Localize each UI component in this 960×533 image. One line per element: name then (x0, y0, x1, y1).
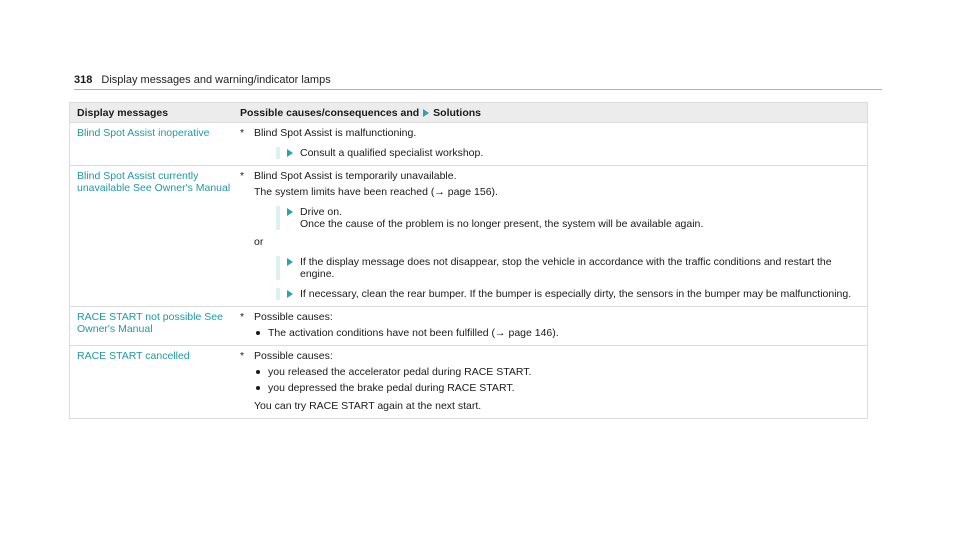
message-name: Blind Spot Assist inoperative (77, 127, 210, 139)
solution-step: Drive on. Once the cause of the problem is no longer present, the system will be available again. (276, 206, 859, 230)
message-name: RACE START not possible See Owner's Manual (77, 311, 223, 335)
list-item: The activation conditions have not been fulfilled (→ page 146). (256, 327, 859, 339)
list-item: you released the accelerator pedal during RACE START. (256, 366, 859, 378)
arrow-right-icon (287, 149, 293, 157)
page-title: Display messages and warning/indicator lamps (101, 74, 331, 86)
asterisk-icon: * (240, 170, 245, 182)
solution-step: Consult a qualified specialist workshop. (276, 147, 859, 159)
message-name: Blind Spot Assist currently unavailable See Owner's Manual (77, 170, 231, 194)
asterisk-icon: * (240, 350, 245, 362)
cause-text: Possible causes: (254, 350, 333, 362)
solution-step: If the display message does not disappear, stop the vehicle in accordance with the traffic conditions and restart the engine. (276, 256, 859, 280)
arrow-right-icon (287, 290, 293, 298)
col-header-causes: Possible causes/consequences and Solutions (240, 106, 482, 119)
arrow-right-icon (287, 258, 293, 266)
table-row (70, 345, 867, 418)
page-number: 318 (74, 74, 93, 86)
cause-text: Possible causes: (254, 311, 333, 323)
or-text: or (254, 236, 264, 248)
page-header (74, 73, 882, 90)
asterisk-icon: * (240, 311, 245, 323)
list-item: you depressed the brake pedal during RACE START. (256, 382, 859, 394)
arrow-right-icon (287, 208, 293, 216)
note-text: You can try RACE START again at the next start. (254, 400, 482, 412)
cause-detail: The system limits have been reached (→ page 156). (254, 186, 498, 198)
arrow-right-icon (423, 109, 429, 117)
bullet-icon (256, 386, 260, 390)
bullet-icon (256, 370, 260, 374)
table-header (70, 103, 867, 122)
asterisk-icon: * (240, 127, 245, 139)
cause-text: Blind Spot Assist is malfunctioning. (254, 127, 417, 139)
solution-step: If necessary, clean the rear bumper. If the bumper is especially dirty, the sensors in the bumper may be malfunctioning. (276, 288, 859, 300)
messages-table (69, 102, 868, 419)
table-row (70, 122, 867, 165)
cause-text: Blind Spot Assist is temporarily unavailable. (254, 170, 457, 182)
bullet-icon (256, 331, 260, 335)
table-row (70, 165, 867, 306)
table-row (70, 306, 867, 345)
col-header-messages: Display messages (77, 106, 169, 119)
message-name: RACE START cancelled (77, 350, 190, 362)
